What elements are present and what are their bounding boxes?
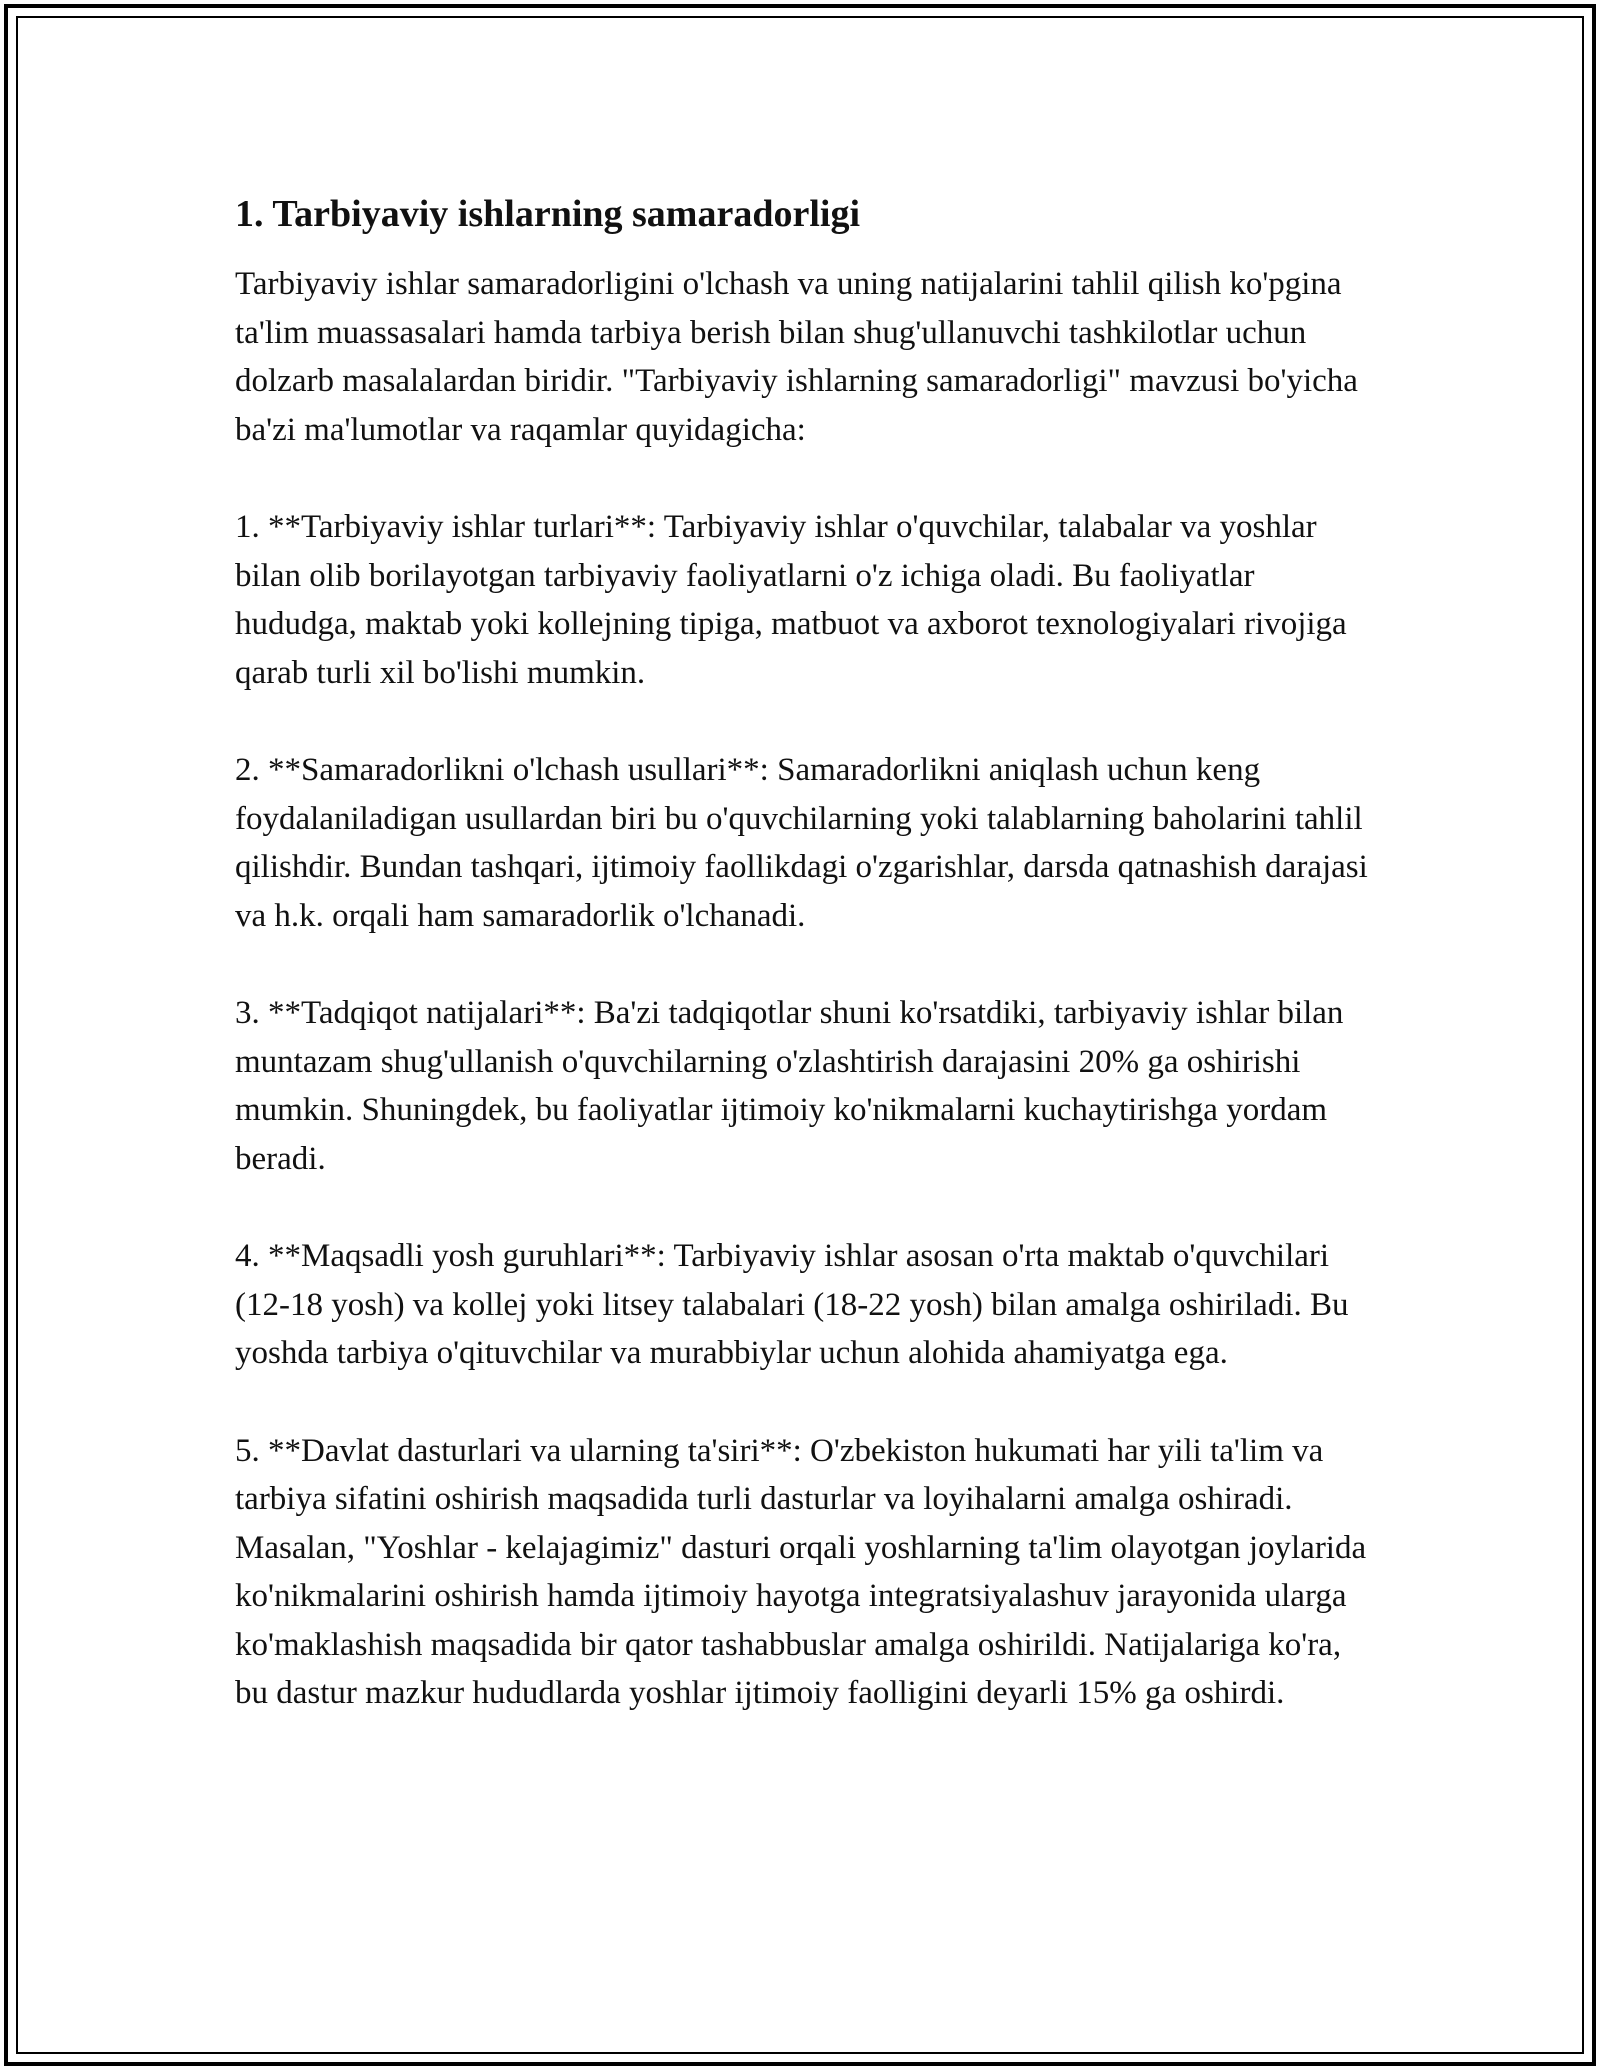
intro-paragraph: Tarbiyaviy ishlar samaradorligini o'lchash va uning natijalarini tahlil qilish ko'pgina ta'lim muassasalari hamda tarbiya berish bilan shug'ullanuvchi tashkilotlar uchun dolzarb masalalardan biridir. "Tarbiyaviy ishlarning samaradorligi" mavzusi bo'yicha ba'zi ma'lumotlar va raqamlar quyidagicha: bbox=[235, 266, 1367, 448]
document-title: 1. Tarbiyaviy ishlarning samaradorligi bbox=[235, 193, 860, 235]
paragraph-item-2: 2. **Samaradorlikni o'lchash usullari**: Samaradorlikni aniqlash uchun keng foydalaniladigan usullardan biri bu o'quvchilarning yoki talablarning baholarini tahlil qilishdir. Bundan tashqari, ijtimoiy faollikdagi o'zgarishlar, darsda qatnashish darajasi va h.k. orqali ham samaradorlik o'lchanadi. bbox=[235, 752, 1377, 934]
paragraph-item-1: 1. **Tarbiyaviy ishlar turlari**: Tarbiyaviy ishlar o'quvchilar, talabalar va yoshlar bilan olib borilayotgan tarbiyaviy faoliyatlarni o'z ichiga oladi. Bu faoliyatlar hududga, maktab yoki kollejning tipiga, matbuot va axborot texnologiyalari rivojiga qarab turli xil bo'lishi mumkin. bbox=[235, 509, 1355, 691]
document-body bbox=[235, 190, 1375, 1767]
paragraph-item-3: 3. **Tadqiqot natijalari**: Ba'zi tadqiqotlar shuni ko'rsatdiki, tarbiyaviy ishlar bilan muntazam shug'ullanish o'quvchilarning o'zlashtirish darajasini 20% ga oshirishi mumkin. Shuningdek, bu faoliyatlar ijtimoiy ko'nikmalarni kuchaytirishga yordam beradi. bbox=[235, 995, 1352, 1177]
paragraph-item-5: 5. **Davlat dasturlari va ularning ta'siri**: O'zbekiston hukumati har yili ta'lim va tarbiya sifatini oshirish maqsadida turli dasturlar va loyihalarni amalga oshiradi. Masalan, "Yoshlar - kelajagimiz" dasturi orqali yoshlarning ta'lim olayotgan joylarida ko'nikmalarini oshirish hamda ijtimoiy hayotga integratsiyalashuv jarayonida ularga ko'maklashish maqsadida bir qator tashabbuslar amalga oshirildi. Natijalariga ko'ra, bu dastur mazkur hududlarda yoshlar ijtimoiy faolligini deyarli 15% ga oshirdi. bbox=[235, 1432, 1375, 1711]
paragraph-item-4: 4. **Maqsadli yosh guruhlari**: Tarbiyaviy ishlar asosan o'rta maktab o'quvchilari (12-18 yosh) va kollej yoki litsey talabalari (18-22 yosh) bilan amalga oshiriladi. Bu yoshda tarbiya o'qituvchilar va murabbiylar uchun alohida ahamiyatga ega. bbox=[235, 1238, 1357, 1371]
